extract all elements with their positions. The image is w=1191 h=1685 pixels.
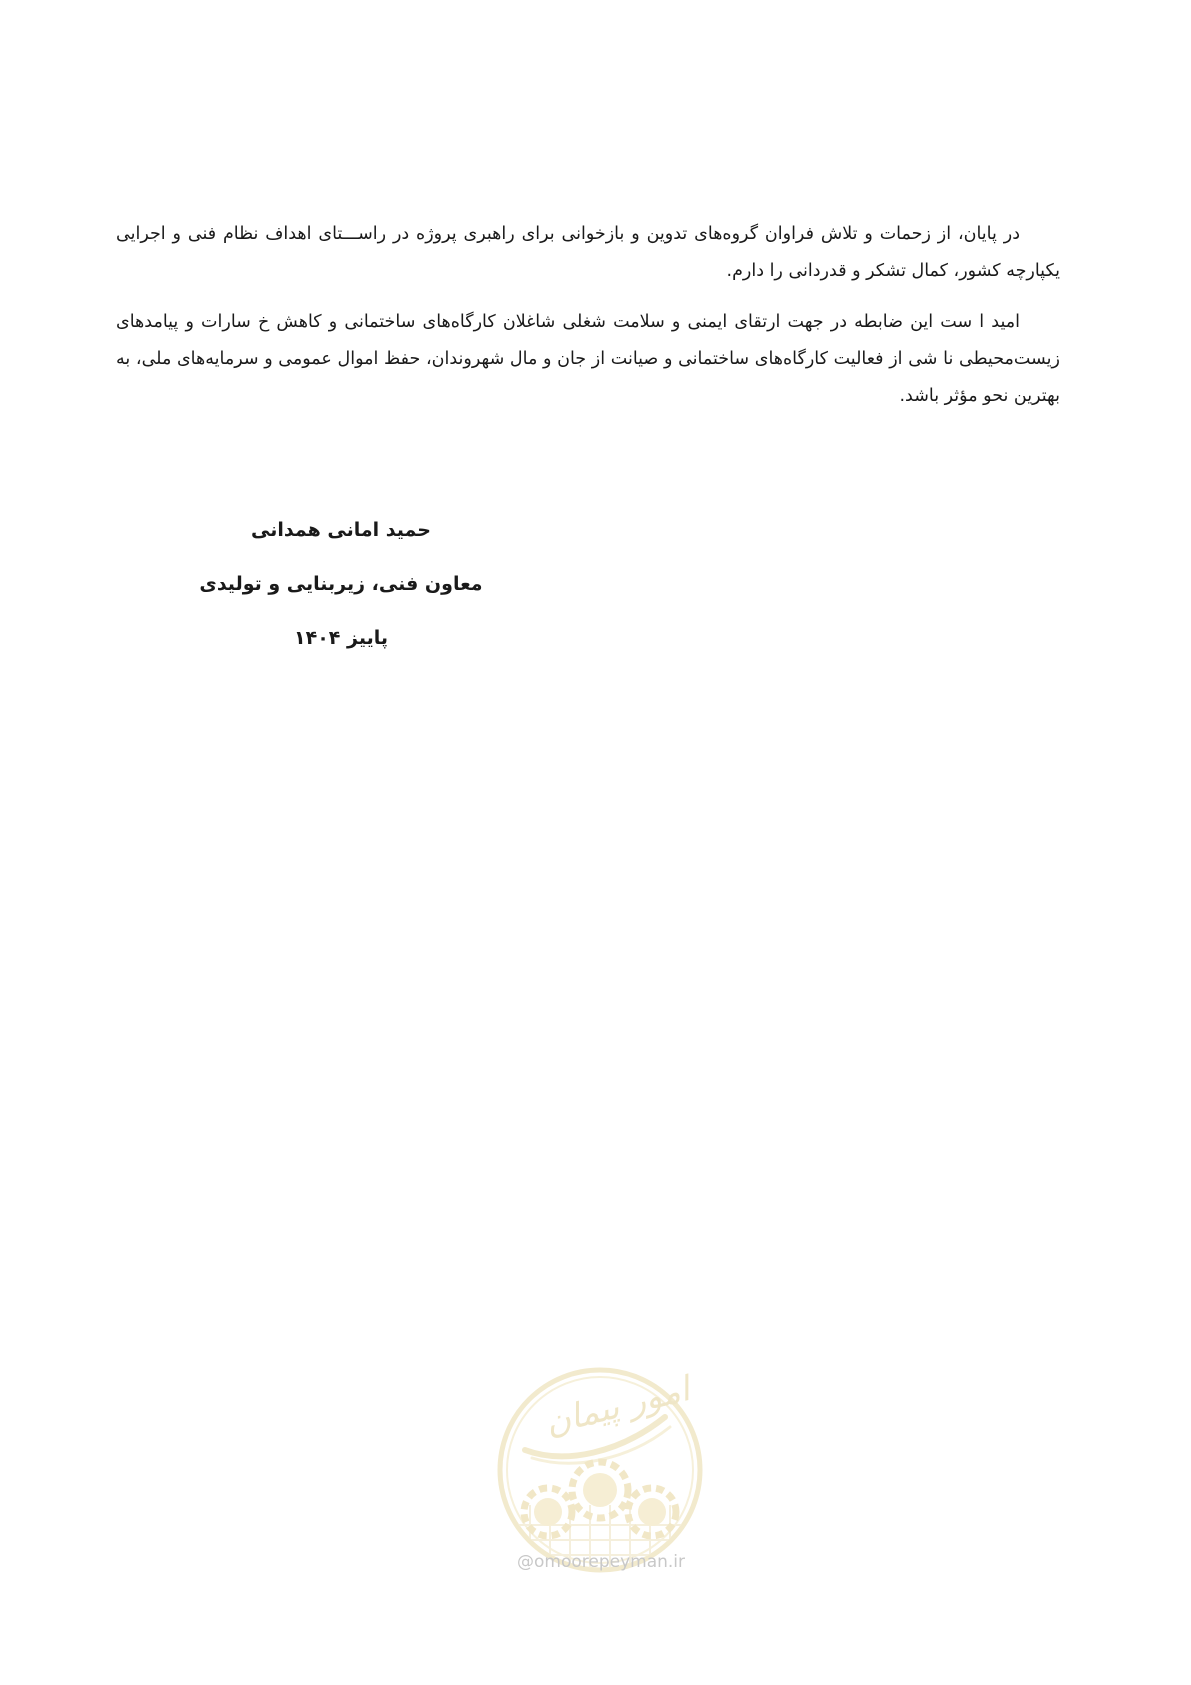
omoorepeyman-logo-icon xyxy=(480,1355,720,1585)
svg-text:امور پیمان: امور پیمان xyxy=(541,1369,694,1444)
signatory-position: معاون فنی، زیربنایی و تولیدی xyxy=(199,573,483,595)
signature-date: پاییز ۱۴۰۴ xyxy=(294,627,388,649)
signatory-name: حمید امانی همدانی xyxy=(251,519,431,541)
closing-paragraph: در پایان، از زحمات و تلاش فراوان گروه‌های تدوین و بازخوانی برای راهبری پروژه در راســـتای اهداف نظام فنی و اجرایی یکپارچه کشور، کمال تشکر و قدردانی را دارم. xyxy=(116,224,1060,281)
body-text xyxy=(116,216,1060,429)
hope-paragraph: امید ا ست این ضابطه در جهت ارتقای ایمنی و سلامت شغلی شاغلان کارگاه‌های ساختمانی و کاهش خ سارات و پیامدهای زیست‌محیطی نا شی از فعالیت کارگاه‌های ساختمانی و صیانت از جان و مال شهروندان، حفظ اموال عمومی و سرمایه‌های ملی، به بهترین نحو مؤثر باشد. xyxy=(116,312,1060,406)
signature-block xyxy=(176,503,506,665)
website-watermark: @omoorepeyman.ir xyxy=(516,1552,686,1572)
